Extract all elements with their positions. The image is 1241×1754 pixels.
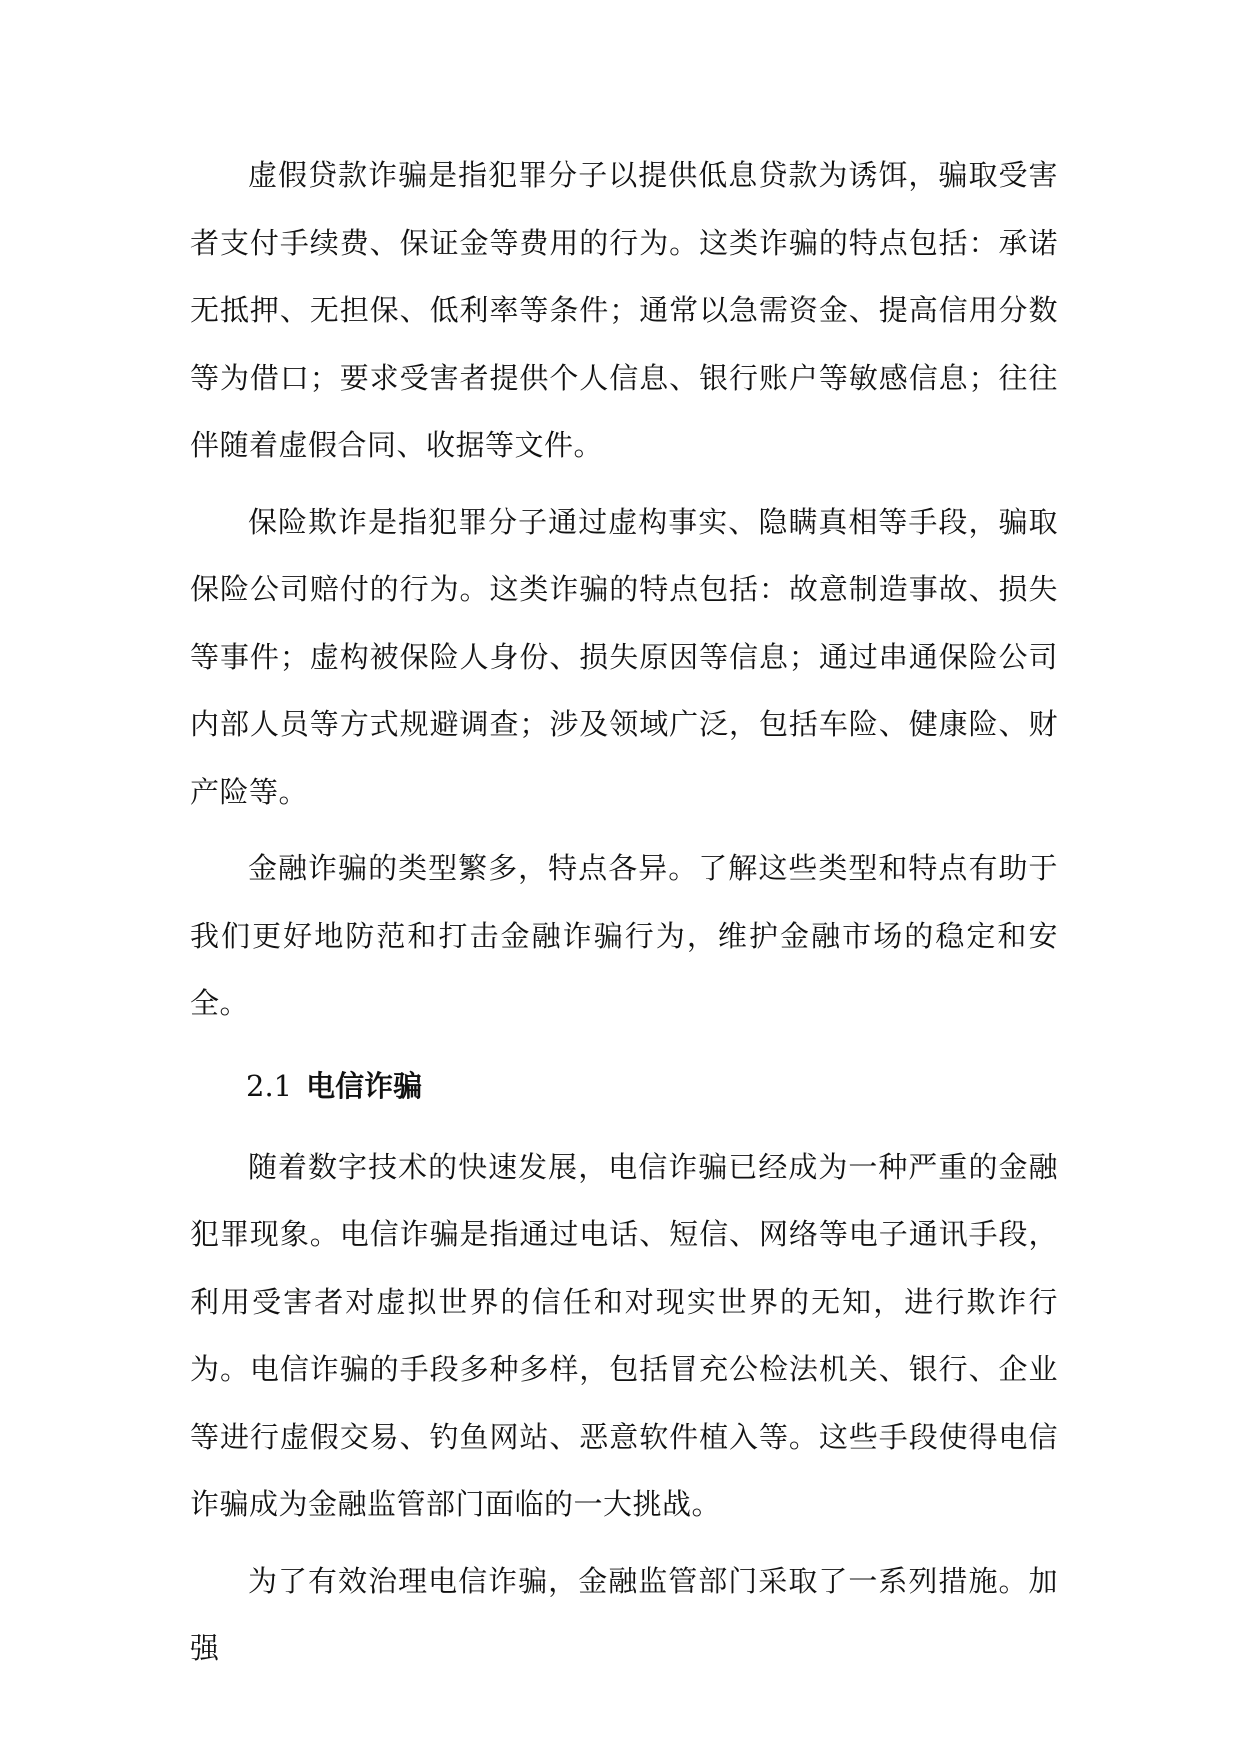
section-number: 2.1 xyxy=(246,1068,293,1103)
section-heading xyxy=(190,1056,1058,1116)
section-title: 电信诈骗 xyxy=(306,1068,423,1103)
paragraph-telecom-fraud-measures: 为了有效治理电信诈骗，金融监管部门采取了一系列措施。加强 xyxy=(190,1563,1058,1665)
document-body xyxy=(190,142,1058,1692)
paragraph-fake-loan-fraud: 虚假贷款诈骗是指犯罪分子以提供低息贷款为诱饵，骗取受害者支付手续费、保证金等费用的行为。这类诈骗的特点包括：承诺无抵押、无担保、低利率等条件；通常以急需资金、提高信用分数等为借口；要求受害者提供个人信息、银行账户等敏感信息；往往伴随着虚假合同、收据等文件。 xyxy=(190,158,1058,462)
paragraph-fraud-summary: 金融诈骗的类型繁多，特点各异。了解这些类型和特点有助于我们更好地防范和打击金融诈骗行为，维护金融市场的稳定和安全。 xyxy=(190,851,1058,1020)
paragraph-telecom-fraud-intro: 随着数字技术的快速发展，电信诈骗已经成为一种严重的金融犯罪现象。电信诈骗是指通过电话、短信、网络等电子通讯手段，利用受害者对虚拟世界的信任和对现实世界的无知，进行欺诈行为。电信诈骗的手段多种多样，包括冒充公检法机关、银行、企业等进行虚假交易、钓鱼网站、恶意软件植入等。这些手段使得电信诈骗成为金融监管部门面临的一大挑战。 xyxy=(190,1149,1058,1521)
paragraph-insurance-fraud: 保险欺诈是指犯罪分子通过虚构事实、隐瞒真相等手段，骗取保险公司赔付的行为。这类诈骗的特点包括：故意制造事故、损失等事件；虚构被保险人身份、损失原因等信息；通过串通保险公司内部人员等方式规避调查；涉及领域广泛，包括车险、健康险、财产险等。 xyxy=(190,504,1058,809)
